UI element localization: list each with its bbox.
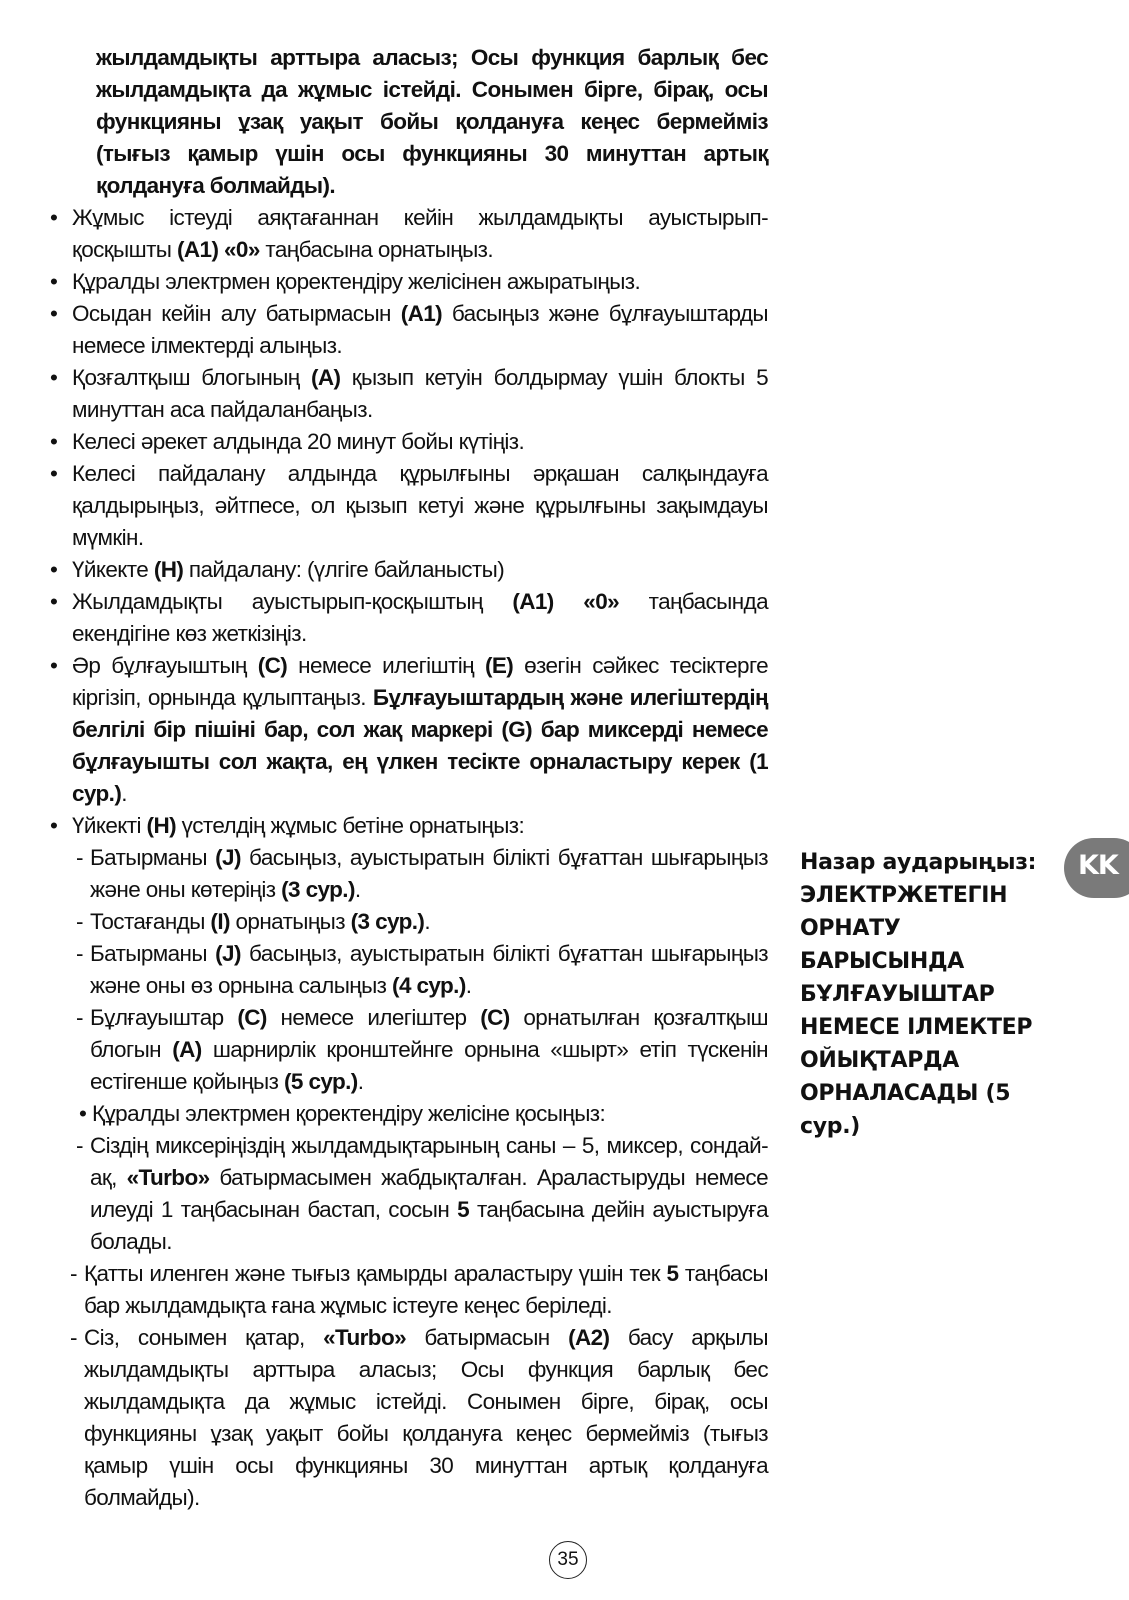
text: немесе илегіштің [287, 653, 485, 678]
bold-text: (J) [215, 941, 241, 966]
text: орнатылған қозғалтқыш блогын [90, 1005, 769, 1062]
paragraph [50, 586, 768, 650]
bold-text: (E) [484, 653, 514, 678]
text: Үйкекті [72, 813, 147, 838]
warning-line: ОЙЫҚТАРДА [800, 1048, 960, 1073]
text: шарнирлік кронштейнге орнына «шырт» етіп түскенін естігенше қойыңыз [90, 1037, 768, 1094]
text: таңбасы бар жылдамдықта ғана жұмыс істеуге кеңес беріледі. [84, 1261, 769, 1318]
bold-text: (A1) «0» [177, 237, 260, 262]
paragraph [50, 298, 768, 362]
paragraph [50, 1098, 768, 1130]
text: Осыдан кейін алу батырмасын [72, 301, 401, 326]
paragraph [50, 810, 768, 842]
paragraph [50, 266, 768, 298]
text: таңбасында екендігіне көз жеткізіңіз. [72, 589, 768, 646]
bold-text: (C) [480, 1005, 510, 1030]
bold-text: (5 сур.) [284, 1069, 358, 1094]
bold-text: (H) [146, 813, 176, 838]
text: батырмасын [406, 1325, 569, 1350]
text: . [465, 973, 472, 998]
warning-title: Назар аударыңыз: [800, 850, 1037, 875]
text: . [424, 909, 430, 934]
text: өзегін сәйкес тесіктерге кіргізіп, орнында құлыптаңыз. [72, 653, 768, 710]
text: Құралды электрмен қоректендіру желісіне қосыңыз: [92, 1101, 606, 1126]
text: Тостағанды [90, 909, 211, 934]
bold-text: (A2) [568, 1325, 610, 1350]
text: . [354, 877, 361, 902]
text: Әр бұлғауыштың [72, 653, 258, 678]
paragraph [50, 906, 768, 938]
warning-body [800, 879, 1070, 1143]
paragraph [50, 650, 768, 810]
bold-text: (4 сур.) [392, 973, 466, 998]
paragraph [50, 1258, 768, 1322]
bold-text: (A1) [400, 301, 443, 326]
paragraph [50, 842, 768, 906]
paragraph [50, 202, 768, 266]
text: Батырманы [90, 845, 216, 870]
text: батырмасымен жабдықталған. Араластыруды немесе илеуді 1 таңбасынан бастап, сосын [90, 1165, 768, 1222]
bold-text: «Turbo» [323, 1325, 406, 1350]
text: қызып кетуін болдырмау үшін блокты 5 минуттан аса пайдаланбаңыз. [72, 365, 768, 422]
bold-text: 5 [666, 1261, 679, 1286]
text: басыңыз, ауыстыратын білікті бұғаттан шығарыңыз және оны көтеріңіз [90, 845, 768, 902]
bold-text: (H) [153, 557, 184, 582]
bold-text: жылдамдықты арттыра аласыз; Осы функция барлық бес жылдамдықта да жұмыс істейді. Сонымен бірге, бірақ, осы функцияны ұзақ уақыт бойы қолдануға кеңес бермейміз (тығыз қамыр үшін осы функцияны 30 минуттан артық қолдануға болмайды). [96, 45, 768, 198]
text: пайдалану: (үлгіге байланысты) [183, 557, 505, 582]
text: үстелдің жұмыс бетіне орнатыңыз: [175, 813, 525, 838]
bold-text: «Turbo» [126, 1165, 210, 1190]
text: орнатыңыз [229, 909, 351, 934]
text: Келесі пайдалану алдында құрылғыны әрқашан салқындауға қалдырыңыз, әйтпесе, ол қызып кетуі және құрылғыны зақымдауы мүмкін. [72, 461, 768, 550]
paragraph [50, 362, 768, 426]
paragraph [50, 426, 768, 458]
text: Жұмыс істеуді аяқтағаннан кейін жылдамдықты ауыстырып-қосқышты [72, 205, 768, 262]
text: басу арқылы жылдамдықты арттыра аласыз; Осы функция барлық бес жылдамдықта да жұмыс істейді. Сонымен бірге, бірақ, осы функцияны ұзақ уақыт бойы қолдануға кеңес бермейміз (тығыз қамыр үшін осы функцияны 30 минуттан артық қолдануға болмайды). [84, 1325, 768, 1510]
bold-text: (A) [310, 365, 341, 390]
paragraph [50, 1322, 768, 1514]
bold-text: (A1) «0» [512, 589, 620, 614]
warning-note [800, 846, 1070, 1143]
bold-text: (C) [237, 1005, 267, 1030]
paragraph [50, 1130, 768, 1258]
warning-line: сур.) [800, 1114, 861, 1139]
text: Қатты иленген және тығыз қамырды араластыру үшін тек [84, 1261, 667, 1286]
main-text-column [50, 42, 768, 1514]
warning-line: ЭЛЕКТРЖЕТЕГІН [800, 883, 1008, 908]
page-number: 35 [549, 1541, 587, 1579]
paragraph [50, 554, 768, 586]
text: Үйкекте [72, 557, 154, 582]
bold-text: (C) [257, 653, 288, 678]
bold-text: (A) [172, 1037, 202, 1062]
bold-text: (I) [210, 909, 230, 934]
paragraph [50, 458, 768, 554]
text: таңбасына орнатыңыз. [259, 237, 494, 262]
bold-text: 5 [457, 1197, 470, 1222]
text: . [357, 1069, 364, 1094]
bold-text: (3 сур.) [350, 909, 425, 934]
text: Батырманы [90, 941, 216, 966]
bold-text: (J) [215, 845, 241, 870]
language-tab-label: KK [1078, 850, 1118, 881]
text: Сіз, сонымен қатар, [84, 1325, 324, 1350]
warning-line: ОРНАТУ [800, 916, 901, 941]
text: басыңыз және бұлғауыштарды немесе ілмектерді алыңыз. [72, 301, 768, 358]
text: Бұлғауыштар [90, 1005, 238, 1030]
text: Жылдамдықты ауыстырып-қосқыштың [72, 589, 513, 614]
paragraph [50, 938, 768, 1002]
text: Құралды электрмен қоректендіру желісінен ажыратыңыз. [72, 269, 641, 294]
text: Келесі әрекет алдында 20 минут бойы күтіңіз. [72, 429, 525, 454]
warning-line: БҰЛҒАУЫШТАР [800, 982, 995, 1007]
language-tab [1064, 838, 1129, 898]
warning-line: БАРЫСЫНДА [800, 949, 964, 974]
text: басыңыз, ауыстыратын білікті бұғаттан шығарыңыз және оны өз орнына салыңыз [90, 941, 768, 998]
text: Сіздің миксеріңіздің жылдамдықтарының саны – 5, миксер, сондай-ақ, [90, 1133, 768, 1190]
warning-line: НЕМЕСЕ ІЛМЕКТЕР [800, 1015, 1033, 1040]
paragraph [50, 1002, 768, 1098]
text: таңбасына дейін ауыстыруға болады. [90, 1197, 768, 1254]
paragraph [50, 42, 768, 202]
text: . [121, 781, 127, 806]
bold-text: (3 сур.) [281, 877, 355, 902]
warning-line: ОРНАЛАСАДЫ (5 [800, 1081, 1011, 1106]
text: Қозғалтқыш блогының [72, 365, 311, 390]
bold-text: Бұлғауыштардың және илегіштердің белгілі бір пішіні бар, сол жақ маркері (G) бар миксерді немесе бұлғауышты сол жақта, ең үлкен тесікте орналастыру керек (1 сур.) [72, 685, 768, 806]
text: немесе илегіштер [266, 1005, 481, 1030]
